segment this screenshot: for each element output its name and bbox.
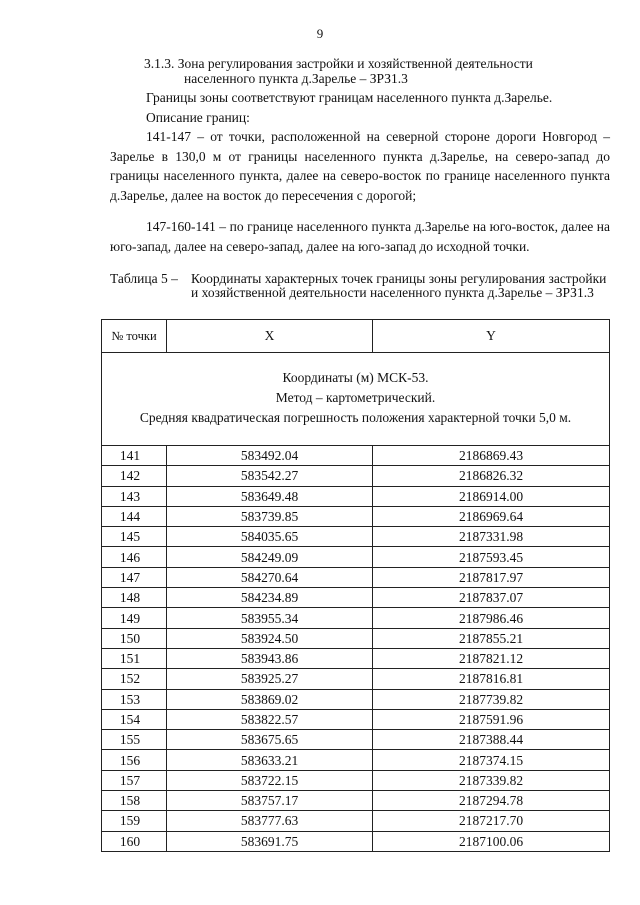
y-coordinate-cell: 2187986.46 <box>373 608 610 628</box>
point-number-cell: 160 <box>102 831 167 851</box>
table-row <box>102 628 610 648</box>
table-row <box>102 446 610 466</box>
table-row <box>102 486 610 506</box>
coordinate-system-info <box>102 353 610 446</box>
table-row <box>102 791 610 811</box>
y-coordinate-cell: 2186826.32 <box>373 466 610 486</box>
y-coordinate-cell: 2187855.21 <box>373 628 610 648</box>
x-coordinate-cell: 583757.17 <box>167 791 373 811</box>
table-row <box>102 689 610 709</box>
x-coordinate-cell: 583869.02 <box>167 689 373 709</box>
table-row <box>102 527 610 547</box>
y-coordinate-cell: 2187593.45 <box>373 547 610 567</box>
header-point-number: № точки <box>102 320 167 353</box>
point-number-cell: 143 <box>102 486 167 506</box>
point-number-cell: 157 <box>102 770 167 790</box>
x-coordinate-cell: 583633.21 <box>167 750 373 770</box>
y-coordinate-cell: 2187217.70 <box>373 811 610 831</box>
point-number-cell: 145 <box>102 527 167 547</box>
point-number-cell: 152 <box>102 669 167 689</box>
table-row <box>102 588 610 608</box>
y-coordinate-cell: 2186914.00 <box>373 486 610 506</box>
point-number-cell: 153 <box>102 689 167 709</box>
page-number: 9 <box>316 26 324 41</box>
x-coordinate-cell: 583777.63 <box>167 811 373 831</box>
y-coordinate-cell: 2187374.15 <box>373 750 610 770</box>
y-coordinate-cell: 2187294.78 <box>373 791 610 811</box>
table-row <box>102 608 610 628</box>
point-number-cell: 142 <box>102 466 167 486</box>
heading-line-1: 3.1.3. Зона регулирования застройки и хозяйственной деятельности <box>144 56 533 71</box>
x-coordinate-cell: 583739.85 <box>167 506 373 526</box>
x-coordinate-cell: 583542.27 <box>167 466 373 486</box>
table-row <box>102 750 610 770</box>
table-row <box>102 730 610 750</box>
table-row <box>102 567 610 587</box>
x-coordinate-cell: 583722.15 <box>167 770 373 790</box>
point-number-cell: 147 <box>102 567 167 587</box>
point-number-cell: 146 <box>102 547 167 567</box>
y-coordinate-cell: 2187388.44 <box>373 730 610 750</box>
x-coordinate-cell: 583492.04 <box>167 446 373 466</box>
x-coordinate-cell: 583822.57 <box>167 709 373 729</box>
table-caption <box>110 272 610 300</box>
header-x: X <box>167 320 373 353</box>
point-number-cell: 155 <box>102 730 167 750</box>
table-caption-label: Таблица 5 – <box>110 271 178 286</box>
table-header-row <box>102 320 610 353</box>
info-line-1: Координаты (м) МСК-53. <box>282 369 429 385</box>
y-coordinate-cell: 2186869.43 <box>373 446 610 466</box>
table-row <box>102 709 610 729</box>
coordinates-table <box>101 319 610 852</box>
point-number-cell: 141 <box>102 446 167 466</box>
x-coordinate-cell: 584035.65 <box>167 527 373 547</box>
point-number-cell: 148 <box>102 588 167 608</box>
header-y: Y <box>373 320 610 353</box>
point-number-cell: 151 <box>102 648 167 668</box>
x-coordinate-cell: 583955.34 <box>167 608 373 628</box>
table-row <box>102 811 610 831</box>
point-number-cell: 150 <box>102 628 167 648</box>
info-line-3: Средняя квадратическая погрешность положения характерной точки 5,0 м. <box>139 409 572 425</box>
table-row <box>102 547 610 567</box>
x-coordinate-cell: 584270.64 <box>167 567 373 587</box>
y-coordinate-cell: 2187816.81 <box>373 669 610 689</box>
heading-line-2: населенного пункта д.Зарелье – ЗРЗ1.3 <box>184 71 408 86</box>
y-coordinate-cell: 2187821.12 <box>373 648 610 668</box>
x-coordinate-cell: 583649.48 <box>167 486 373 506</box>
table-row <box>102 669 610 689</box>
y-coordinate-cell: 2187331.98 <box>373 527 610 547</box>
x-coordinate-cell: 583925.27 <box>167 669 373 689</box>
section-heading <box>144 56 604 86</box>
y-coordinate-cell: 2187591.96 <box>373 709 610 729</box>
table-caption-text: Координаты характерных точек границы зоны регулирования застройки и хозяйственной деятельности населенного пункта д.Зарелье – ЗРЗ1.3 <box>191 271 607 300</box>
y-coordinate-cell: 2187837.07 <box>373 588 610 608</box>
info-line-2: Метод – картометрический. <box>275 389 436 405</box>
y-coordinate-cell: 2187100.06 <box>373 831 610 851</box>
table-row <box>102 831 610 851</box>
paragraph-boundaries: Границы зоны соответствуют границам населенного пункта д.Зарелье. <box>146 90 553 105</box>
x-coordinate-cell: 583924.50 <box>167 628 373 648</box>
paragraph-description-label: Описание границ: <box>146 110 250 125</box>
y-coordinate-cell: 2187817.97 <box>373 567 610 587</box>
x-coordinate-cell: 583943.86 <box>167 648 373 668</box>
table-row <box>102 466 610 486</box>
x-coordinate-cell: 583691.75 <box>167 831 373 851</box>
table-info-row <box>102 353 610 446</box>
y-coordinate-cell: 2187339.82 <box>373 770 610 790</box>
x-coordinate-cell: 583675.65 <box>167 730 373 750</box>
table-row <box>102 648 610 668</box>
point-number-cell: 156 <box>102 750 167 770</box>
y-coordinate-cell: 2187739.82 <box>373 689 610 709</box>
paragraph-segment-141-147: 141-147 – от точки, расположенной на северной стороне дороги Новгород – Зарелье в 130,0 м от границы населенного пункта д.Зарелье, на северо-запад до границы населенного пункта, далее на северо-восток по границе населенного пункта д.Зарелье, далее на восток до пересечения с дорогой; <box>110 129 610 203</box>
x-coordinate-cell: 584249.09 <box>167 547 373 567</box>
table-row <box>102 506 610 526</box>
paragraph-segment-147-160-141: 147-160-141 – по границе населенного пункта д.Зарелье на юго-восток, далее на юго-запад, далее на северо-запад, далее на юго-запад до исходной точки. <box>110 219 610 254</box>
table-row <box>102 770 610 790</box>
point-number-cell: 154 <box>102 709 167 729</box>
point-number-cell: 149 <box>102 608 167 628</box>
point-number-cell: 159 <box>102 811 167 831</box>
x-coordinate-cell: 584234.89 <box>167 588 373 608</box>
point-number-cell: 158 <box>102 791 167 811</box>
y-coordinate-cell: 2186969.64 <box>373 506 610 526</box>
point-number-cell: 144 <box>102 506 167 526</box>
